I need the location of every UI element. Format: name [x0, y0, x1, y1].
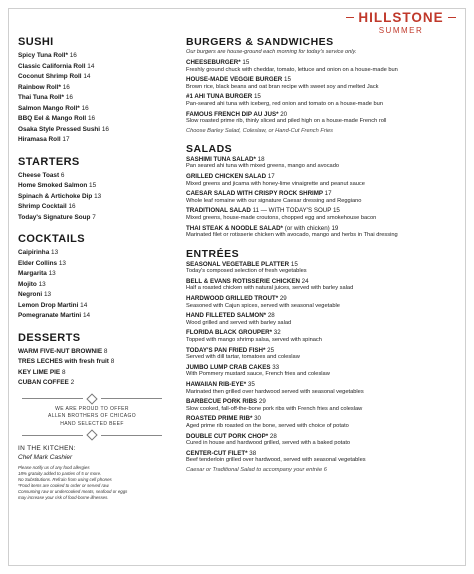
- menu-entry-name: TODAY'S PAN FRIED FISH*: [186, 346, 266, 354]
- menu-entry-price: 28: [269, 432, 277, 440]
- menu-entry-heading: [186, 329, 458, 337]
- menu-item: [18, 202, 166, 213]
- menu-entry-description: Freshly ground chuck with cheddar, tomato, lettuce and onion on a house-made bun: [186, 66, 398, 73]
- menu-item-name: Rainbow Roll*: [18, 83, 61, 91]
- starters-section: [18, 156, 166, 224]
- menu-entry-price: 24: [301, 277, 309, 285]
- ornament-divider-top: [22, 395, 162, 403]
- brand-rule-right: [448, 17, 456, 18]
- menu-entry-price: 20: [280, 110, 288, 118]
- proud-line-3: HAND SELECTED BEEF: [60, 420, 124, 427]
- menu-item: [18, 93, 166, 104]
- menu-entry-description: Seasoned with Cajun spices, served with seasonal vegetable: [186, 302, 340, 309]
- menu-entry-name: HOUSE-MADE VEGGIE BURGER: [186, 76, 283, 84]
- menu-entry-name: HAND FILLETED SALMON*: [186, 312, 267, 320]
- cocktails-section: [18, 233, 166, 322]
- menu-item-name: WARM FIVE-NUT BROWNIE: [18, 347, 103, 355]
- menu-entry-name: ROASTED PRIME RIB*: [186, 415, 253, 423]
- menu-item-price: 7: [92, 213, 96, 221]
- menu-entry-description: Wood grilled and served with barley salad: [186, 319, 292, 326]
- menu-item: [18, 259, 166, 270]
- burgers-list: [186, 59, 458, 125]
- diamond-ornament-icon: [86, 430, 97, 441]
- menu-entry-heading: [186, 261, 458, 269]
- menu-item: [18, 301, 166, 312]
- menu-item-price: 16: [68, 203, 76, 210]
- menu-entry: [186, 295, 458, 310]
- menu-entry-description: Half a roasted chicken with natural juices, served with barley salad: [186, 285, 354, 292]
- menu-entry-heading: [186, 59, 458, 67]
- menu-entry-name: TRADITIONAL SALAD: [186, 207, 251, 215]
- menu-item: [18, 125, 166, 136]
- menu-entry: [186, 190, 458, 205]
- menu-item-price: 8: [103, 347, 108, 355]
- menu-item-name: Cheese Toast: [18, 171, 60, 179]
- section-title-starters: STARTERS: [18, 155, 80, 168]
- menu-item: [18, 104, 166, 115]
- menu-item-price: 13: [43, 291, 52, 298]
- section-title-entrees: ENTRÉES: [186, 247, 240, 260]
- starters-list: [18, 171, 166, 224]
- menu-item-name: KEY LIME PIE: [18, 368, 61, 376]
- salads-section: [186, 143, 458, 239]
- menu-item-price: 14: [87, 62, 95, 70]
- menu-item: [18, 357, 166, 368]
- chef-name: Chef Mark Cashier: [18, 454, 73, 462]
- menu-item-name: TRES LECHES with fresh fruit: [18, 358, 109, 365]
- salads-list: [186, 156, 458, 239]
- menu-entry-name: BELL & EVANS ROTISSERIE CHICKEN: [186, 277, 300, 285]
- menu-item-name: CUBAN COFFEE: [18, 379, 69, 386]
- menu-entry-price: 29: [279, 295, 287, 303]
- section-title-sushi: SUSHI: [18, 36, 54, 48]
- menu-entry: [186, 225, 458, 240]
- menu-entry-price: 15: [290, 260, 298, 268]
- cocktails-list: [18, 248, 166, 322]
- menu-item-price: 13: [38, 280, 46, 288]
- menu-entry-name: CENTER-CUT FILET*: [186, 449, 248, 457]
- menu-item-price: 13: [94, 192, 102, 200]
- menu-entry-heading: [186, 76, 458, 84]
- menu-item-name: Spinach & Artichoke Dip: [18, 192, 93, 200]
- menu-entry-description: Cured in house and hardwood grilled, served with a baked potato: [186, 440, 351, 447]
- burgers-section: [186, 36, 458, 135]
- menu-entry-description: Marinated then grilled over hardwood served with seasonal vegetables: [186, 388, 364, 395]
- fine-print-line: Consuming raw or undercooked meats, seafood or eggs: [18, 488, 128, 494]
- menu-item-name: Caipirinha: [18, 249, 50, 256]
- menu-entry: [186, 433, 458, 448]
- menu-entry-heading: [186, 93, 458, 101]
- menu-entry-heading: [186, 347, 458, 355]
- menu-item: [18, 269, 166, 280]
- menu-item-price: 14: [83, 312, 91, 319]
- menu-entry-name: BARBECUE PORK RIBS: [186, 398, 258, 406]
- menu-entry-price: 15: [253, 93, 261, 101]
- menu-entry-heading: [186, 433, 458, 441]
- right-column: [186, 36, 458, 474]
- menu-entry-name: HARDWOOD GRILLED TROUT*: [186, 295, 279, 303]
- menu-item-name: Hiramasa Roll: [18, 136, 61, 143]
- menu-item: [18, 83, 166, 94]
- menu-entry: [186, 207, 458, 222]
- menu-entry-price: 11 — WITH TODAY'S SOUP 15: [252, 207, 340, 215]
- brand-name: HILLSTONE: [358, 10, 444, 25]
- menu-entry-price: 32: [273, 329, 281, 337]
- brand-season: SUMMER: [378, 26, 424, 35]
- menu-item-name: Thai Tuna Roll*: [18, 94, 65, 101]
- menu-entry-name: CAESAR SALAD WITH CRISPY ROCK SHRIMP: [186, 190, 323, 198]
- menu-item: [18, 72, 166, 83]
- menu-entry-heading: [186, 111, 458, 119]
- menu-item-name: Margarita: [18, 270, 47, 277]
- menu-entry-price: 28: [267, 312, 275, 320]
- proud-line-1: WE ARE PROUD TO OFFER: [55, 405, 129, 412]
- menu-item-price: 2: [70, 379, 75, 386]
- menu-entry-description: With Pommery mustard sauce, French fries and coleslaw: [186, 371, 330, 378]
- menu-entry-heading: [186, 398, 458, 406]
- desserts-list: [18, 347, 166, 389]
- menu-item: [18, 290, 166, 301]
- menu-item-name: Today's Signature Soup: [18, 213, 91, 221]
- menu-entry: [186, 364, 458, 379]
- menu-entry: [186, 261, 458, 276]
- menu-item-name: Salmon Mango Roll*: [18, 104, 80, 112]
- menu-entry-price: 17: [324, 190, 332, 198]
- menu-entry-price: 29: [258, 398, 266, 406]
- menu-entry-description: Beef tenderloin grilled over hardwood, served with seasonal vegetables: [186, 457, 366, 464]
- menu-item-price: 16: [65, 94, 73, 101]
- entrees-salad-choice: Caesar or Traditional Salad to accompany your entrée 6: [186, 466, 327, 473]
- menu-item-price: 14: [83, 73, 91, 80]
- menu-entry-heading: [186, 173, 458, 181]
- menu-item-name: Classic California Roll: [18, 62, 86, 70]
- menu-item: [18, 171, 166, 182]
- menu-item-name: Elder Collins: [18, 259, 58, 267]
- menu-entry: [186, 312, 458, 327]
- menu-entry: [186, 329, 458, 344]
- menu-item-name: BBQ Eel & Mango Roll: [18, 115, 87, 122]
- fine-print-line: Please notify us of any food allergies: [18, 465, 90, 471]
- menu-item-price: 6: [60, 171, 65, 179]
- menu-entry-description: Slow cooked, fall-off-the-bone pork ribs with French fries and coleslaw: [186, 405, 363, 412]
- fine-print-line: may increase your risk of food-borne illnesses.: [18, 494, 109, 500]
- menu-entry-heading: [186, 207, 458, 215]
- menu-entry-name: CHEESEBURGER*: [186, 59, 241, 66]
- menu-entry-description: Mixed greens and jicama with honey-lime vinaigrette and peanut sauce: [186, 180, 365, 187]
- menu-entry: [186, 111, 458, 126]
- menu-entry-description: Marinated filet or rotisserie chicken with avocado, mango and herbs in Thai dressing: [186, 232, 398, 239]
- burgers-side-choice: Choose Barley Salad, Coleslaw, or Hand-Cut French Fries: [186, 127, 333, 134]
- menu-item-name: Mojito: [18, 280, 37, 288]
- menu-entry-name: FAMOUS FRENCH DIP AU JUS*: [186, 110, 279, 118]
- burgers-note: Our burgers are house-ground each morning for today's service only.: [186, 49, 357, 55]
- section-title-cocktails: COCKTAILS: [18, 233, 85, 245]
- menu-item: [18, 248, 166, 259]
- menu-item-name: Shrimp Cocktail: [18, 203, 67, 210]
- menu-entry-price: 15: [242, 59, 250, 66]
- menu-entry-name: GRILLED CHICKEN SALAD: [186, 172, 267, 180]
- menu-entry-heading: [186, 381, 458, 389]
- menu-entry-description: Pan seared ahi tuna with mixed greens, mango and avocado: [186, 163, 340, 170]
- menu-entry-description: Pan-seared ahi tuna with iceberg, red onion and tomato on a house-made bun: [186, 100, 383, 107]
- menu-item: [18, 368, 166, 379]
- menu-entry: [186, 415, 458, 430]
- menu-entry-heading: [186, 450, 458, 458]
- menu-entry-name: THAI STEAK & NOODLE SALAD*: [186, 224, 283, 232]
- brand-rule-left: [346, 17, 354, 18]
- menu-item-name: Osaka Style Pressed Sushi: [18, 125, 101, 133]
- ornament-divider-bottom: [22, 431, 162, 439]
- menu-item: [18, 213, 166, 224]
- sushi-list: [18, 51, 166, 146]
- menu-entry-name: HAWAIIAN RIB-EYE*: [186, 381, 247, 388]
- menu-item-price: 13: [51, 249, 59, 256]
- menu-entry-price: 17: [267, 172, 275, 180]
- menu-entry: [186, 76, 458, 91]
- left-column: [18, 36, 166, 501]
- menu-entry-description: Today's composed selection of fresh vegetables: [186, 268, 307, 275]
- menu-item-name: Home Smoked Salmon: [18, 182, 88, 189]
- menu-entry-heading: [186, 278, 458, 286]
- entrees-section: [186, 248, 458, 474]
- diamond-ornament-icon: [86, 393, 97, 404]
- menu-item-price: 8: [61, 368, 66, 376]
- kitchen-heading: IN THE KITCHEN:: [18, 445, 76, 453]
- menu-entry-price: 15: [284, 76, 291, 84]
- menu-entry-heading: [186, 415, 458, 423]
- menu-entry-name: FLORIDA BLACK GROUPER*: [186, 329, 273, 337]
- menu-entry: [186, 156, 458, 171]
- menu-item-price: 16: [62, 83, 70, 91]
- menu-entry-heading: [186, 156, 458, 164]
- fine-print-line: 18% gratuity added to parties of 5 or more.: [18, 471, 102, 477]
- menu-entry-description: Brown rice, black beans and oat bran recipe with sweet soy and melted Jack: [186, 83, 379, 90]
- menu-item-price: 8: [110, 358, 115, 365]
- menu-item-name: Spicy Tuna Roll*: [18, 52, 68, 59]
- menu-entry-description: Topped with mango shrimp salsa, served with spinach: [186, 337, 322, 344]
- menu-item: [18, 51, 166, 62]
- menu-item-price: 16: [81, 104, 89, 112]
- entrees-list: [186, 261, 458, 465]
- menu-item-price: 16: [87, 115, 96, 122]
- menu-item-price: 13: [58, 259, 66, 267]
- menu-entry-description: Whole leaf romaine with our signature Caesar dressing and Reggiano: [186, 197, 362, 204]
- menu-item: [18, 181, 166, 192]
- menu-entry-heading: [186, 225, 458, 233]
- section-title-burgers: BURGERS & SANDWICHES: [186, 36, 334, 48]
- menu-item-name: Lemon Drop Martini: [18, 301, 79, 309]
- menu-item: [18, 378, 166, 389]
- menu-entry-heading: [186, 364, 458, 372]
- menu-entry-price: 18: [257, 155, 265, 163]
- menu-entry-price: 25: [267, 346, 275, 354]
- menu-entry-price: 35: [247, 381, 255, 388]
- desserts-section: [18, 332, 166, 389]
- menu-item-price: 16: [69, 52, 77, 59]
- section-title-salads: SALADS: [186, 142, 233, 155]
- menu-entry-name: SEASONAL VEGETABLE PLATTER: [186, 260, 290, 268]
- menu-item-name: Coconut Shrimp Roll: [18, 73, 82, 80]
- menu-item-name: Negroni: [18, 291, 43, 298]
- menu-entry-name: #1 AHI TUNA BURGER: [186, 93, 253, 101]
- proud-line-2: ALLEN BROTHERS OF CHICAGO: [47, 413, 137, 420]
- menu-entry-heading: [186, 312, 458, 320]
- menu-entry-price: (or with chicken) 19: [284, 224, 339, 232]
- menu-entry: [186, 173, 458, 188]
- menu-entry-name: DOUBLE CUT PORK CHOP*: [186, 432, 269, 440]
- menu-entry: [186, 347, 458, 362]
- menu-entry: [186, 93, 458, 108]
- menu-item: [18, 62, 166, 73]
- menu-entry-heading: [186, 295, 458, 303]
- fine-print: [18, 465, 166, 500]
- menu-entry-price: 33: [272, 363, 280, 371]
- brand-logo: [346, 10, 456, 35]
- menu-entry: [186, 450, 458, 465]
- menu-entry-description: Mixed greens, house-made croutons, chopped egg and smokehouse bacon: [186, 214, 377, 221]
- menu-item: [18, 135, 166, 146]
- fine-print-line: *Food items are cooked to order or served raw.: [18, 483, 110, 488]
- menu-item-price: 15: [89, 182, 97, 189]
- menu-item: [18, 192, 166, 203]
- menu-item: [18, 280, 166, 291]
- menu-entry: [186, 278, 458, 293]
- menu-entry-description: Served with dill tartar, tomatoes and coleslaw: [186, 354, 300, 361]
- menu-item-price: 17: [62, 136, 70, 143]
- fine-print-line: No Substitutions. Refrain from using cell phones: [18, 477, 112, 483]
- menu-item: [18, 347, 166, 358]
- menu-item-price: 13: [48, 270, 56, 277]
- menu-item-price: 16: [101, 125, 109, 133]
- section-title-desserts: DESSERTS: [18, 331, 81, 344]
- menu-item-name: Pomegranate Martini: [18, 312, 82, 319]
- menu-item: [18, 114, 166, 125]
- menu-entry-description: Slow roasted prime rib, thinly sliced and piled high on a house-made French roll: [186, 118, 387, 125]
- menu-item: [18, 311, 166, 322]
- menu-entry: [186, 381, 458, 396]
- menu-entry-description: Aged prime rib roasted on the bone, served with choice of potato: [186, 422, 349, 429]
- menu-entry: [186, 398, 458, 413]
- sushi-section: [18, 36, 166, 146]
- menu-entry: [186, 59, 458, 74]
- menu-entry-price: 30: [254, 415, 261, 423]
- menu-entry-price: 38: [249, 449, 257, 457]
- menu-entry-name: JUMBO LUMP CRAB CAKES: [186, 363, 271, 371]
- menu-entry-name: SASHIMI TUNA SALAD*: [186, 155, 256, 163]
- menu-entry-heading: [186, 190, 458, 198]
- menu-item-price: 14: [80, 301, 88, 309]
